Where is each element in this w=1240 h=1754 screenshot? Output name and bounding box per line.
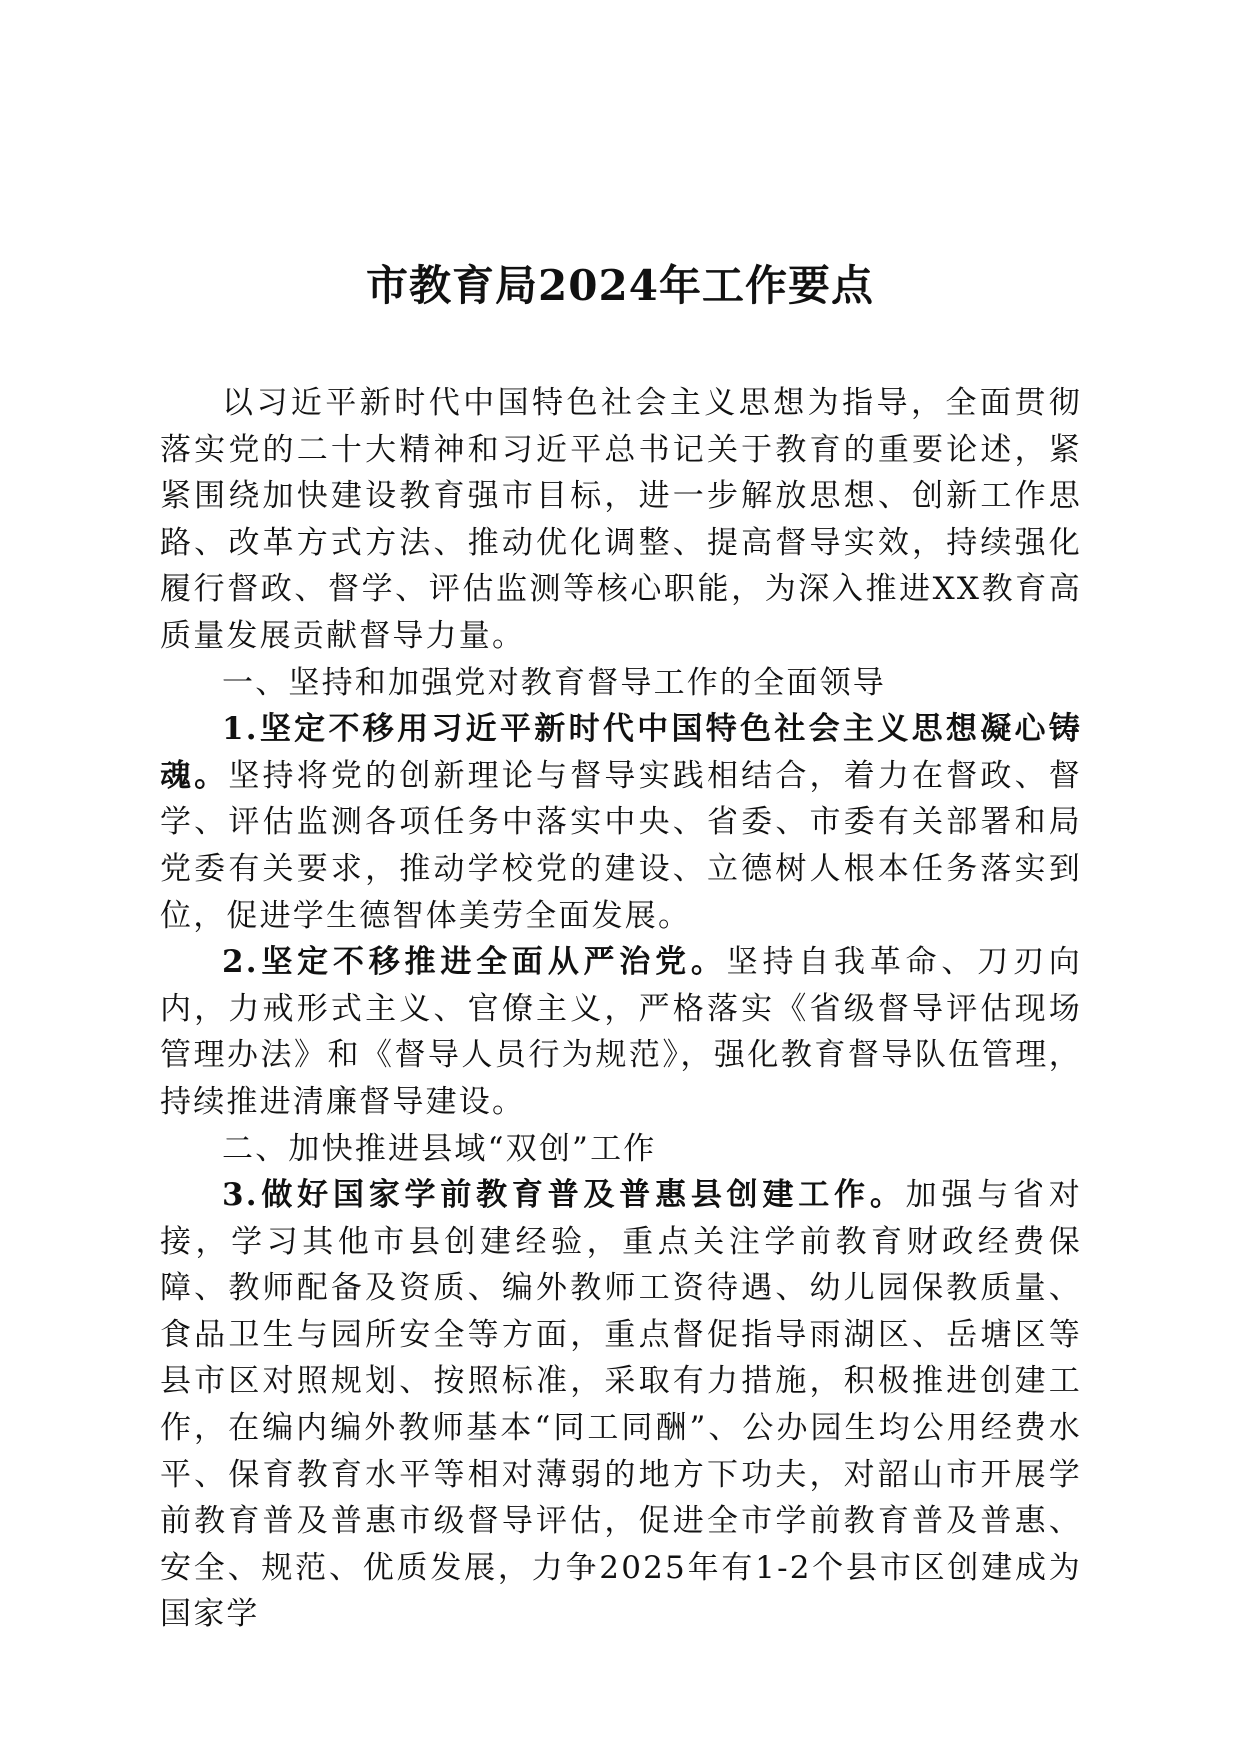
numbered-item bbox=[160, 706, 1082, 939]
item-text: 坚持将党的创新理论与督导实践相结合，着力在督政、督学、评估监测各项任务中落实中央、省委、市委有关部署和局党委有关要求，推动学校党的建设、立德树人根本任务落实到位，促进学生德智体美劳全面发展。 bbox=[160, 757, 1082, 934]
intro-paragraph: 以习近平新时代中国特色社会主义思想为指导，全面贯彻落实党的二十大精神和习近平总书记关于教育的重要论述，紧紧围绕加快建设教育强市目标，进一步解放思想、创新工作思路、改革方式方法、推动优化调整、提高督导实效，持续强化履行督政、督学、评估监测等核心职能，为深入推进XX教育高质量发展贡献督导力量。 bbox=[160, 385, 1082, 654]
section-heading: 一、坚持和加强党对教育督导工作的全面领导 bbox=[222, 664, 886, 701]
document-body bbox=[160, 380, 1082, 1638]
item-lead: 1.坚定不移用习近平新时代中国特色社会主义思想凝心铸魂。 bbox=[160, 711, 1082, 794]
section-heading: 二、加快推进县域“双创”工作 bbox=[222, 1130, 657, 1167]
numbered-item bbox=[160, 1172, 1082, 1638]
page-title: 市教育局2024年工作要点 bbox=[366, 261, 874, 310]
item-lead: 2.坚定不移推进全面从严治党。 bbox=[222, 944, 727, 981]
item-text: 坚持自我革命、刀刃向内，力戒形式主义、官僚主义，严格落实《省级督导评估现场管理办法》和《督导人员行为规范》，强化教育督导队伍管理，持续推进清廉督导建设。 bbox=[160, 944, 1082, 1120]
item-lead: 3.做好国家学前教育普及普惠县创建工作。 bbox=[222, 1177, 906, 1214]
numbered-item bbox=[160, 939, 1082, 1125]
item-text: 加强与省对接，学习其他市县创建经验，重点关注学前教育财政经费保障、教师配备及资质、编外教师工资待遇、幼儿园保教质量、食品卫生与园所安全等方面，重点督促指导雨湖区、岳塘区等县市区对照规划、按照标准，采取有力措施，积极推进创建工作，在编内编外教师基本“同工同酬”、公办园生均公用经费水平、保育教育水平等相对薄弱的地方下功夫，对韶山市开展学前教育普及普惠市级督导评估，促进全市学前教育普及普惠、安全、规范、优质发展，力争2025年有1-2个县市区创建成为国家学 bbox=[160, 1177, 1082, 1633]
